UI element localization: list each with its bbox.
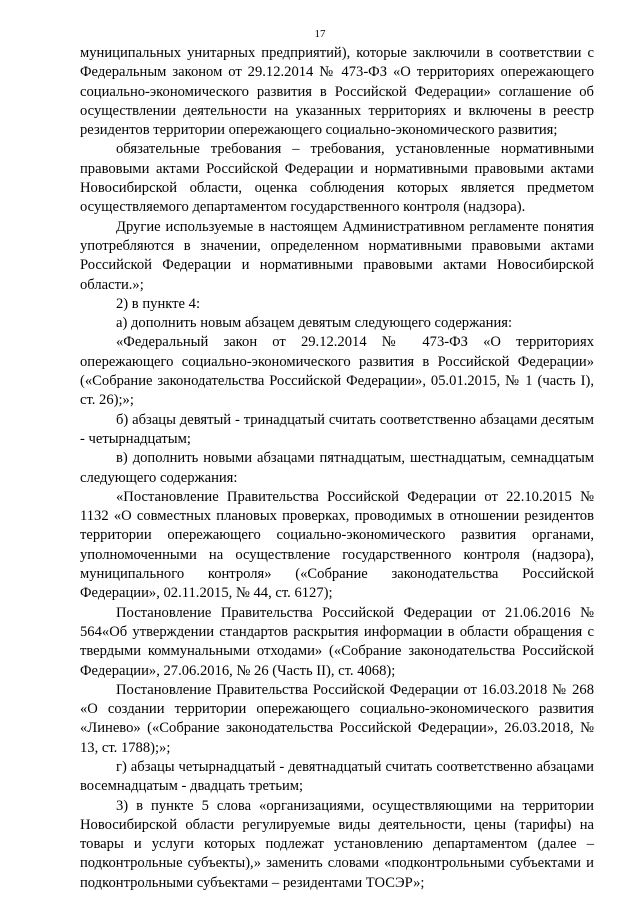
paragraph: а) дополнить новым абзацем девятым следующего содержания: <box>116 315 513 332</box>
paragraph: «Постановление Правительства Российской Федерации от 22.10.2015 № 1132 «О совместных плановых проверках, проводимых в отношении резидентов территории опережающего социально-экономического развития органами, уполномоченными на осуществление государственного контроля (надзора), муниципального контроля» («Собрание законодательства Российской Федерации», 02.11.2015, № 44, ст. 6127); <box>80 488 594 602</box>
paragraph: 2) в пункте 4: <box>116 295 201 312</box>
paragraph: Другие используемые в настоящем Административном регламенте понятия употребляются в значении, определенном нормативными правовыми актами Российской Федерации и нормативными правовыми актами Новосибирской области.»; <box>80 218 594 293</box>
paragraph: 3) в пункте 5 слова «организациями, осуществляющими на территории Новосибирской области регулируемые виды деятельности, цены (тарифы) на товары и услуги которых подлежат установлению департаментом (далее – подконтрольные субъекты),» заменить словами «подконтрольными субъектами и подконтрольными субъектами – резидентами ТОСЭР»; <box>80 797 594 891</box>
page-number: 17 <box>314 28 326 40</box>
paragraph: Постановление Правительства Российской Федерации от 16.03.2018 № 268 «О создании территории опережающего социально-экономического развития «Линево» («Собрание законодательства Российской Федерации», 26.03.2018, № 13, ст. 1788);»; <box>80 681 594 756</box>
paragraph: обязательные требования – требования, установленные нормативными правовыми актами Российской Федерации и нормативными правовыми актами Новосибирской области, оценка соблюдения которых является предметом осуществляемого департаментом государственного контроля (надзора). <box>80 141 594 216</box>
document-body <box>80 44 594 893</box>
paragraph: Постановление Правительства Российской Федерации от 21.06.2016 № 564«Об утверждении стандартов раскрытия информации в области обращения с твердыми коммунальными отходами» («Собрание законодательства Российской Федерации», 27.06.2016, № 26 (Часть II), ст. 4068); <box>80 604 594 679</box>
paragraph: б) абзацы девятый - тринадцатый считать соответственно абзацами десятым - четырнадцатым; <box>80 411 594 447</box>
paragraph: муниципальных унитарных предприятий), которые заключили в соответствии с Федеральным законом от 29.12.2014 № 473-ФЗ «О территориях опережающего социально-экономического развития в Российской Федерации» соглашение об осуществлении деятельности на указанных территориях и включены в реестр резидентов территории опережающего социально-экономического развития; <box>80 45 594 139</box>
paragraph: г) абзацы четырнадцатый - девятнадцатый считать соответственно абзацами восемнадцатым - двадцать третьим; <box>80 758 594 795</box>
paragraph: в) дополнить новыми абзацами пятнадцатым, шестнадцатым, семнадцатым следующего содержания: <box>80 450 594 486</box>
paragraph: «Федеральный закон от 29.12.2014 № 473-ФЗ «О территориях опережающего социально-экономического развития в Российской Федерации» («Собрание законодательства Российской Федерации», 05.01.2015, № 1 (часть I), ст. 26);»; <box>80 334 594 409</box>
